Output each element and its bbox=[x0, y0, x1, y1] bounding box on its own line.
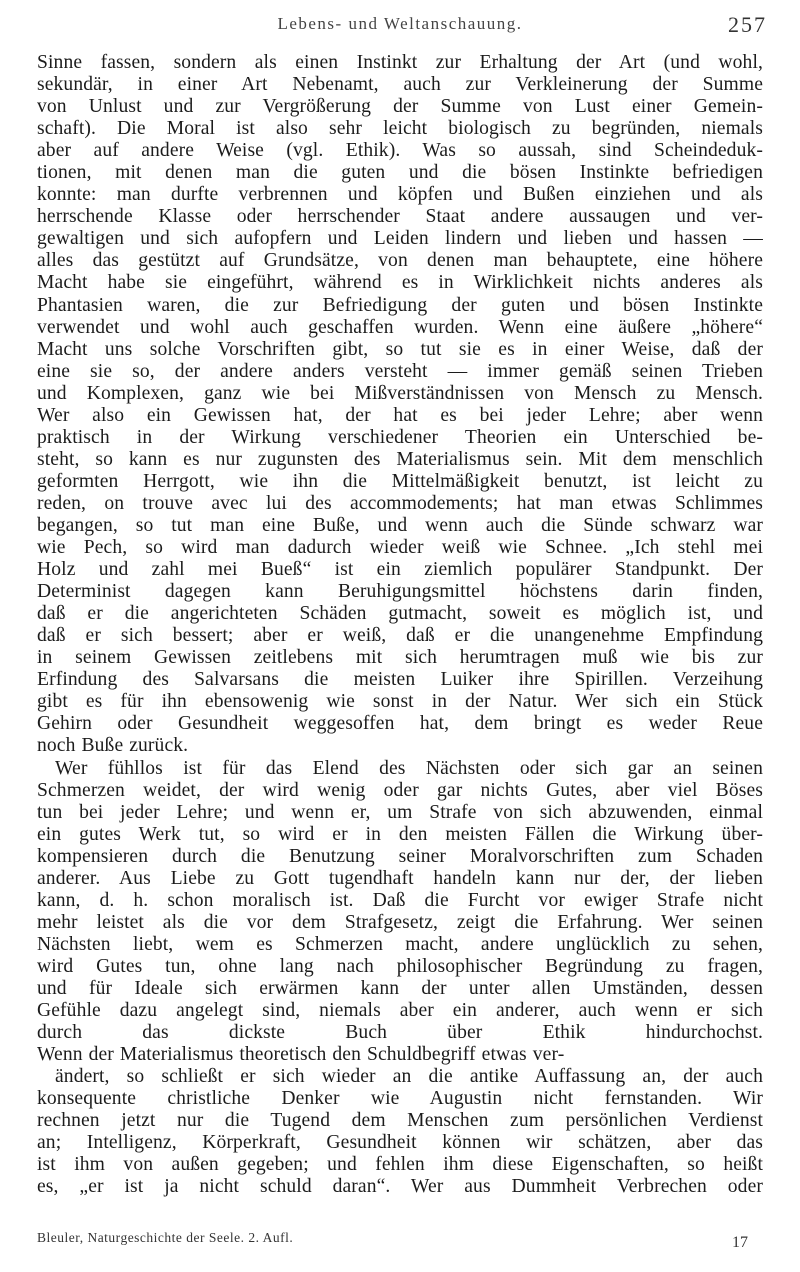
text-line: Erfindung des Salvarsans die meisten Luiker ihre Spirillen. Verzeihung bbox=[37, 669, 763, 691]
text-line: ein gutes Werk tut, so wird er in den meisten Fällen die Wirkung über- bbox=[37, 823, 763, 845]
text-line: Wer fühllos ist für das Elend des Nächsten oder sich gar an seinen bbox=[55, 757, 763, 779]
text-line: rechnen jetzt nur die Tugend dem Menschen zum persönlichen Verdienst bbox=[37, 1110, 763, 1132]
text-line: tionen, mit denen man die guten und die bösen Instinkte befriedigen bbox=[37, 162, 763, 184]
text-line: schaft). Die Moral ist also sehr leicht biologisch zu begründen, niemals bbox=[37, 118, 763, 140]
text-line: und für Ideale sich erwärmen kann der unter allen Umständen, dessen bbox=[37, 977, 763, 999]
text-line: Macht uns solche Vorschriften gibt, so tut sie es in einer Weise, daß der bbox=[37, 338, 763, 360]
text-line: Sinne fassen, sondern als einen Instinkt zur Erhaltung der Art (und wohl, bbox=[37, 52, 763, 73]
text-line: in seinem Gewissen zeitlebens mit sich herumtragen muß wie bis zur bbox=[37, 647, 763, 669]
footer-signature: Bleuler, Naturgeschichte der Seele. 2. Aufl. bbox=[37, 1230, 294, 1245]
text-line: kompensieren durch die Benutzung seiner Moralvorschriften zum Schaden bbox=[37, 845, 763, 867]
text-line: anderer. Aus Liebe zu Gott tugendhaft handeln kann nur der, der lieben bbox=[37, 867, 763, 889]
text-line: Holz und zahl mei Bueß“ ist ein ziemlich populärer Standpunkt. Der bbox=[37, 559, 763, 581]
text-line: und Komplexen, ganz wie bei Mißverständnissen von Mensch zu Mensch. bbox=[37, 382, 763, 404]
text-line: herrschende Klasse oder herrschender Staat andere aussaugen und ver- bbox=[37, 206, 763, 228]
text-line: an; Intelligenz, Körperkraft, Gesundheit können wir schätzen, aber das bbox=[37, 1132, 763, 1154]
body-text bbox=[37, 52, 763, 1198]
text-line: daß er sich bessert; aber er weiß, daß er die unangenehme Empfindung bbox=[37, 625, 763, 647]
text-line: konnte: man durfte verbrennen und köpfen und Bußen einziehen und als bbox=[37, 184, 763, 206]
text-line: kann, d. h. schon moralisch ist. Daß die Furcht vor ewiger Strafe nicht bbox=[37, 889, 763, 911]
page-number: 257 bbox=[728, 12, 767, 37]
text-line: aber auf andere Weise (vgl. Ethik). Was so aussah, sind Scheindeduk- bbox=[37, 140, 763, 162]
text-line: Nächsten liebt, wem es Schmerzen macht, andere unglücklich zu sehen, bbox=[37, 933, 763, 955]
text-line: Wer also ein Gewissen hat, der hat es bei jeder Lehre; aber wenn bbox=[37, 404, 763, 426]
text-line: ändert, so schließt er sich wieder an die antike Auffassung an, der auch bbox=[55, 1066, 763, 1088]
text-line: geformten Herrgott, wie ihn die Mittelmäßigkeit benutzt, ist leicht zu bbox=[37, 470, 763, 492]
text-line: Macht habe sie eingeführt, während es in Wirklichkeit nichts anderes als bbox=[37, 272, 763, 294]
text-line: reden, on trouve avec lui des accommodements; hat man etwas Schlimmes bbox=[37, 492, 763, 514]
text-line: Determinist dagegen kann Beruhigungsmittel höchstens darin finden, bbox=[37, 581, 763, 603]
text-line: ist ihm von außen gegeben; und fehlen ihm diese Eigenschaften, so heißt bbox=[37, 1154, 763, 1176]
text-line: wie Pech, so wird man dadurch wieder weiß wie Schnee. „Ich stehl mei bbox=[37, 537, 763, 559]
text-line: konsequente christliche Denker wie Augustin nicht fernstanden. Wir bbox=[37, 1088, 763, 1110]
text-line: von Unlust und zur Vergrößerung der Summe von Lust einer Gemein- bbox=[37, 96, 763, 118]
sheet-number: 17 bbox=[732, 1234, 748, 1251]
text-line: steht, so kann es nur zugunsten des Materialismus sein. Mit dem menschlich bbox=[37, 448, 763, 470]
text-line: tun bei jeder Lehre; und wenn er, um Strafe von sich abzuwenden, einmal bbox=[37, 801, 763, 823]
text-line: es, „er ist ja nicht schuld daran“. Wer aus Dummheit Verbrechen oder bbox=[37, 1176, 763, 1198]
text-line: begangen, so tut man eine Buße, und wenn auch die Sünde schwarz war bbox=[37, 514, 763, 536]
text-line: gewaltigen und sich aufopfern und Leiden lindern und lieben und hassen — bbox=[37, 228, 763, 250]
text-line: wird Gutes tun, ohne lang nach philosophischer Begründung zu fragen, bbox=[37, 955, 763, 977]
text-line: Schmerzen weidet, der wird wenig oder gar nichts Gutes, aber viel Böses bbox=[37, 779, 763, 801]
text-line: mehr leistet als die vor dem Strafgesetz, zeigt die Erfahrung. Wer seinen bbox=[37, 911, 763, 933]
text-line: Phantasien waren, die zur Befriedigung der guten und bösen Instinkte bbox=[37, 294, 763, 316]
text-line: gibt es für ihn ebensowenig wie sonst in der Natur. Wer sich ein Stück bbox=[37, 691, 763, 713]
text-line: daß er die angerichteten Schäden gutmacht, soweit es möglich ist, und bbox=[37, 603, 763, 625]
text-line: durch das dickste Buch über Ethik hindurchochst. bbox=[37, 1022, 763, 1044]
text-line: Wenn der Materialismus theoretisch den Schuldbegriff etwas ver- bbox=[37, 1044, 565, 1066]
text-line: noch Buße zurück. bbox=[37, 735, 189, 757]
text-line: sekundär, in einer Art Nebenamt, auch zur Verkleinerung der Summe bbox=[37, 74, 763, 96]
page-footer bbox=[37, 1226, 763, 1250]
text-line: praktisch in der Wirkung verschiedener Theorien ein Unterschied be- bbox=[37, 426, 763, 448]
text-line: Gefühle dazu angelegt sind, niemals aber ein anderer, auch wenn er sich bbox=[37, 1000, 763, 1022]
text-line: verwendet und wohl auch geschaffen wurden. Wenn eine äußere „höhere“ bbox=[37, 316, 763, 338]
running-head: Lebens- und Weltanschauung. bbox=[277, 14, 523, 33]
page-header bbox=[0, 12, 800, 40]
text-line: eine sie so, der andere anders versteht — immer gemäß seinen Trieben bbox=[37, 360, 763, 382]
text-line: Gehirn oder Gesundheit weggesoffen hat, dem bringt es weder Reue bbox=[37, 713, 763, 735]
text-line: alles das gestützt auf Grundsätze, von denen man behauptete, eine höhere bbox=[37, 250, 763, 272]
